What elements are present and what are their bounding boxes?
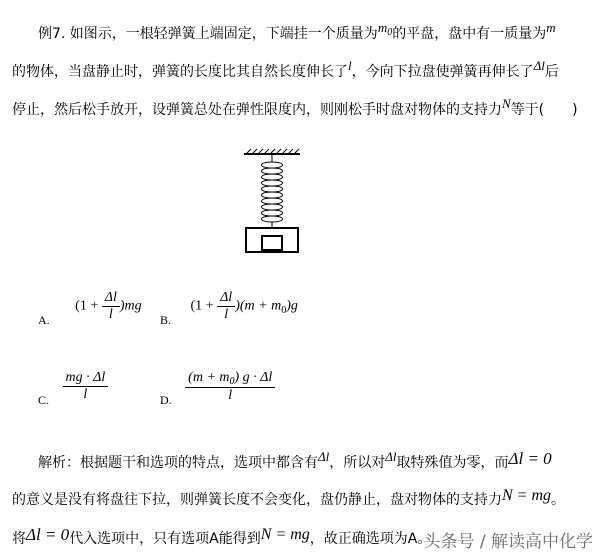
option-a-label: A. xyxy=(38,312,50,327)
option-d-label: D. xyxy=(160,393,172,408)
option-c[interactable] xyxy=(38,370,108,407)
delta-l-symbol: Δl xyxy=(533,58,545,73)
option-b-label: B. xyxy=(160,312,172,327)
option-b[interactable]: B. (1 + $\frac{\Delta l}{l}$ )$(m + m_0)g$ xyxy=(160,290,298,327)
question-text: 的平盘，盘中有一质量为 xyxy=(392,26,547,42)
analysis-line-3: 将Δl = 0代入选项中，只有选项A能得到N = mg，故正确选项为A。 xyxy=(12,525,432,547)
question-line-2 xyxy=(12,58,559,82)
question-text: 的物体，当盘静止时，弹簧的长度比其自然长度伸长了 xyxy=(12,64,348,80)
option-d-fraction: $\frac{(m + m_0) g \cdot \Delta l}{l}$ xyxy=(185,370,275,404)
option-a[interactable]: A. (1 + $\frac{\Delta l}{l}$ )mg xyxy=(38,290,142,327)
question-line-1 xyxy=(38,20,556,46)
question-text: 停止，然后松手放开，设弹簧总处在弹性限度内，则刚松手时盘对物体的支持力 xyxy=(12,102,502,118)
option-a-fraction: $\frac{\Delta l}{l}$ xyxy=(102,290,120,323)
mass-m-symbol: m xyxy=(546,20,556,35)
analysis-line-2: 的意义是没有将盘往下拉，则弹簧长度不会变化，盘仍静止，盘对物体的支持力N = mg。 xyxy=(12,487,566,508)
mass-m0-symbol: $m_0$ xyxy=(377,20,393,38)
analysis-line-1: 解析：根据题干和选项的特点，选项中都含有Δl，所以对Δl取特殊值为零，而Δl = 0 xyxy=(38,449,552,471)
spring-diagram xyxy=(238,148,306,260)
question-text: ，今向下拉盘使弹簧再伸长了 xyxy=(351,64,534,80)
question-text: 例7. 如图示，一根轻弹簧上端固定，下端挂一个质量为 xyxy=(38,26,378,42)
option-d[interactable] xyxy=(160,370,275,408)
spring-pan xyxy=(246,228,298,252)
option-c-fraction: $\frac{mg \cdot \Delta l}{l}$ xyxy=(63,370,109,403)
watermark-text: 头条号 / 解读高中化学 xyxy=(423,532,593,552)
length-l-symbol: l xyxy=(348,58,352,73)
force-n-symbol: N xyxy=(502,96,511,111)
question-text: 等于( ) xyxy=(510,102,578,118)
question-text: 后 xyxy=(544,64,559,80)
option-b-fraction: $\frac{\Delta l}{l}$ xyxy=(217,290,235,323)
question-line-3 xyxy=(12,96,578,120)
option-c-label: C. xyxy=(38,392,50,407)
pan-object xyxy=(262,236,282,250)
